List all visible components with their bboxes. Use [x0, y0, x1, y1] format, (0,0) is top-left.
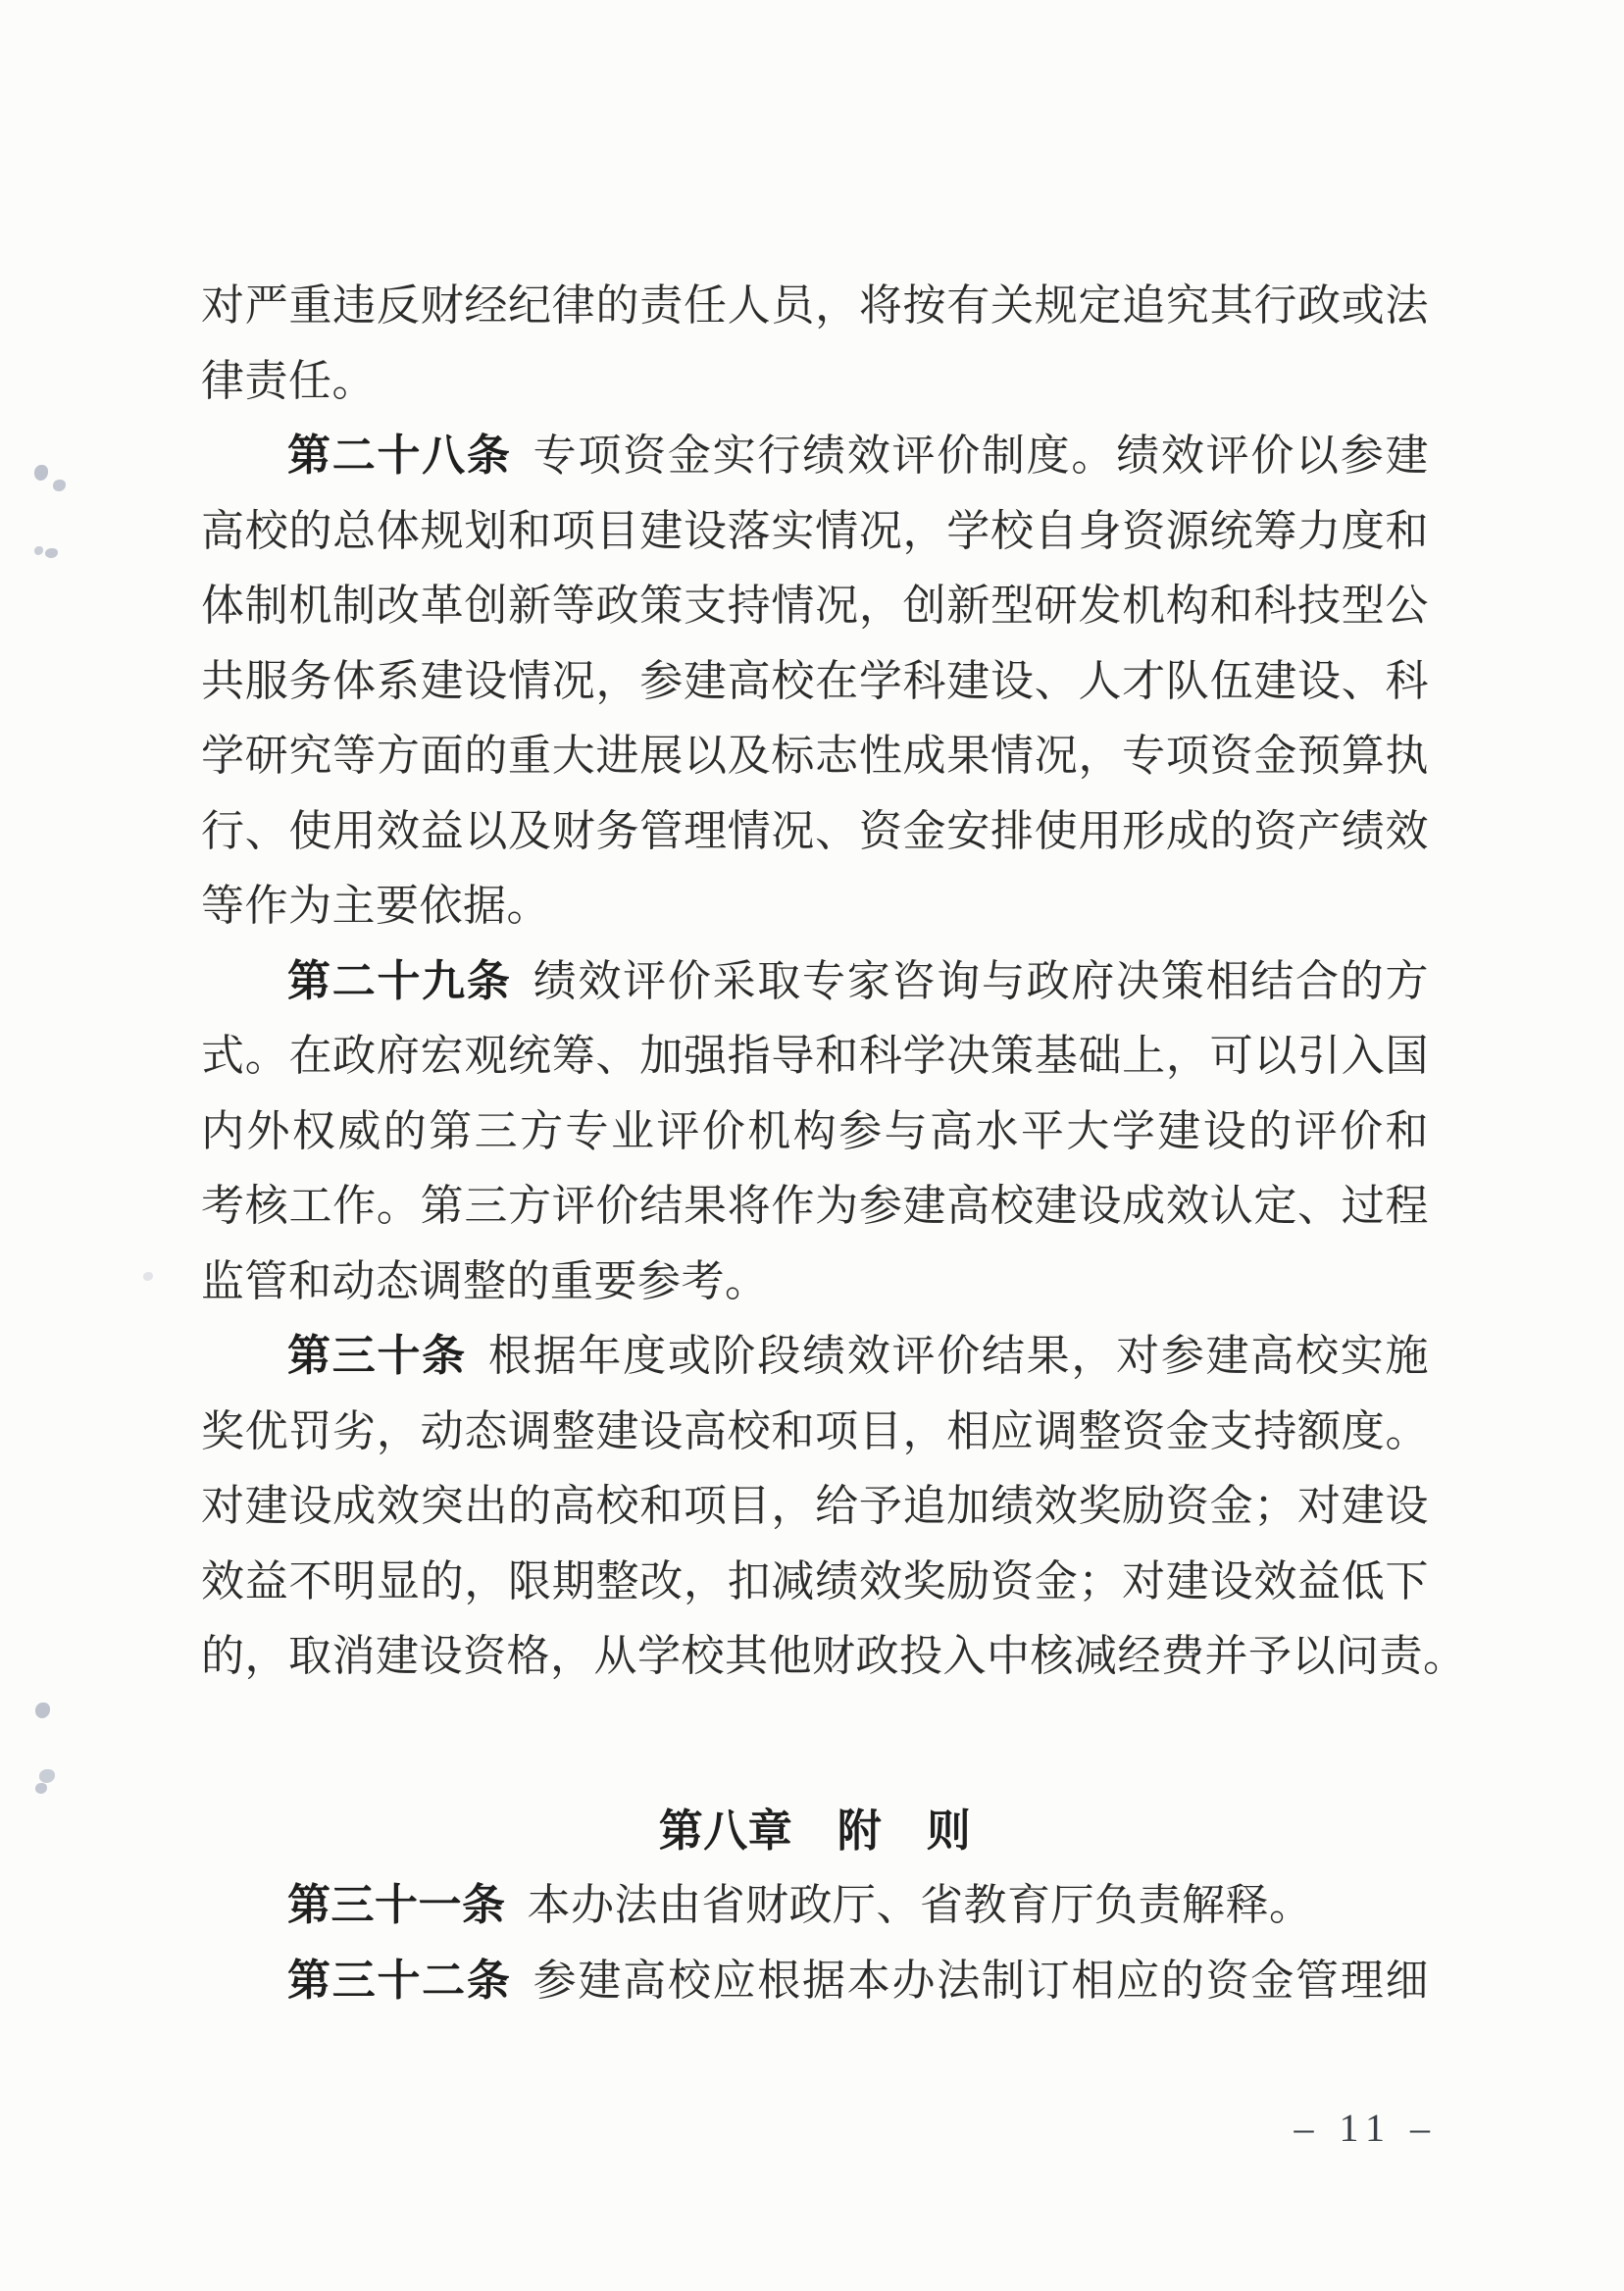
line-text: 律责任。: [201, 356, 376, 405]
article-number: 第三十条: [287, 1332, 467, 1380]
article-number: 第二十九条: [287, 956, 512, 1005]
line-text: 根据年度或阶段绩效评价结果，对参建高校实施: [487, 1332, 1430, 1380]
scan-speck: [143, 1272, 153, 1281]
line-text: 本办法由省财政厅、省教育厅负责解释。: [527, 1881, 1313, 1929]
scan-speck: [39, 1769, 55, 1783]
scan-speck: [34, 546, 43, 555]
line-text: 考核工作。第三方评价结果将作为参建高校建设成效认定、过程: [201, 1182, 1429, 1230]
line-text: 效益不明显的，限期整改，扣减绩效奖励资金；对建设效益低下: [201, 1556, 1429, 1605]
line-text: 奖优罚劣，动态调整建设高校和项目，相应调整资金支持额度。: [201, 1406, 1429, 1455]
page-number: – 11 –: [1294, 2106, 1438, 2150]
scan-speck: [35, 1703, 50, 1718]
line-text: 体制机制改革创新等政策支持情况，创新型研发机构和科技型公: [201, 582, 1429, 630]
line-text: 绩效评价采取专家咨询与政府决策相结合的方: [533, 956, 1430, 1005]
line-text: 对严重违反财经纪律的责任人员，将按有关规定追究其行政或法: [201, 281, 1429, 330]
line-text: 的，取消建设资格，从学校其他财政投入中核减经费并予以问责。: [201, 1632, 1467, 1680]
line-text: 对建设成效突出的高校和项目，给予追加绩效奖励资金；对建设: [201, 1482, 1429, 1530]
document-body: [201, 269, 1467, 2018]
text-line: [201, 1944, 1429, 2019]
text-line: [201, 1245, 1429, 1320]
text-line: [201, 1619, 1467, 1695]
scan-speck: [35, 1783, 47, 1794]
text-line: [201, 1319, 1429, 1395]
line-text: 行、使用效益以及财务管理情况、资金安排使用形成的资产绩效: [201, 806, 1429, 855]
text-line: [201, 419, 1429, 494]
article-number: 第二十八条: [287, 432, 512, 480]
line-text: 专项资金实行绩效评价制度。绩效评价以参建: [533, 432, 1430, 480]
text-line: [201, 1095, 1429, 1170]
scan-speck: [34, 465, 48, 481]
chapter-heading-text: 第八章 附 则: [658, 1805, 972, 1856]
scan-speck: [45, 548, 58, 558]
line-text: 参建高校应根据本办法制订相应的资金管理细: [533, 1956, 1430, 2005]
text-line: [201, 1868, 1429, 1944]
text-line: [201, 494, 1429, 570]
text-line: [201, 1019, 1429, 1095]
text-line: [201, 569, 1429, 644]
text-line: [201, 944, 1429, 1020]
text-line: [201, 794, 1429, 870]
chapter-heading: [201, 1794, 1429, 1869]
text-line: [201, 869, 1429, 944]
line-text: 式。在政府宏观统筹、加强指导和科学决策基础上，可以引入国: [201, 1032, 1429, 1080]
article-number: 第三十一条: [287, 1881, 506, 1929]
article-number: 第三十二条: [287, 1956, 512, 2005]
line-text: 高校的总体规划和项目建设落实情况，学校自身资源统筹力度和: [201, 506, 1429, 555]
line-text: 学研究等方面的重大进展以及标志性成果情况，专项资金预算执: [201, 732, 1429, 780]
line-text: 内外权威的第三方专业评价机构参与高水平大学建设的评价和: [201, 1106, 1429, 1155]
text-line: [201, 1545, 1429, 1620]
line-text: 监管和动态调整的重要参考。: [201, 1256, 769, 1305]
text-line: [201, 719, 1429, 794]
line-text: 共服务体系建设情况，参建高校在学科建设、人才队伍建设、科: [201, 656, 1429, 705]
text-line: [201, 344, 1429, 420]
text-line: [201, 1395, 1429, 1470]
line-text: 等作为主要依据。: [201, 882, 550, 930]
text-line: [201, 269, 1429, 344]
text-line: [201, 1169, 1429, 1245]
text-line: [201, 644, 1429, 720]
text-line: [201, 1469, 1429, 1545]
scan-speck: [53, 480, 66, 491]
